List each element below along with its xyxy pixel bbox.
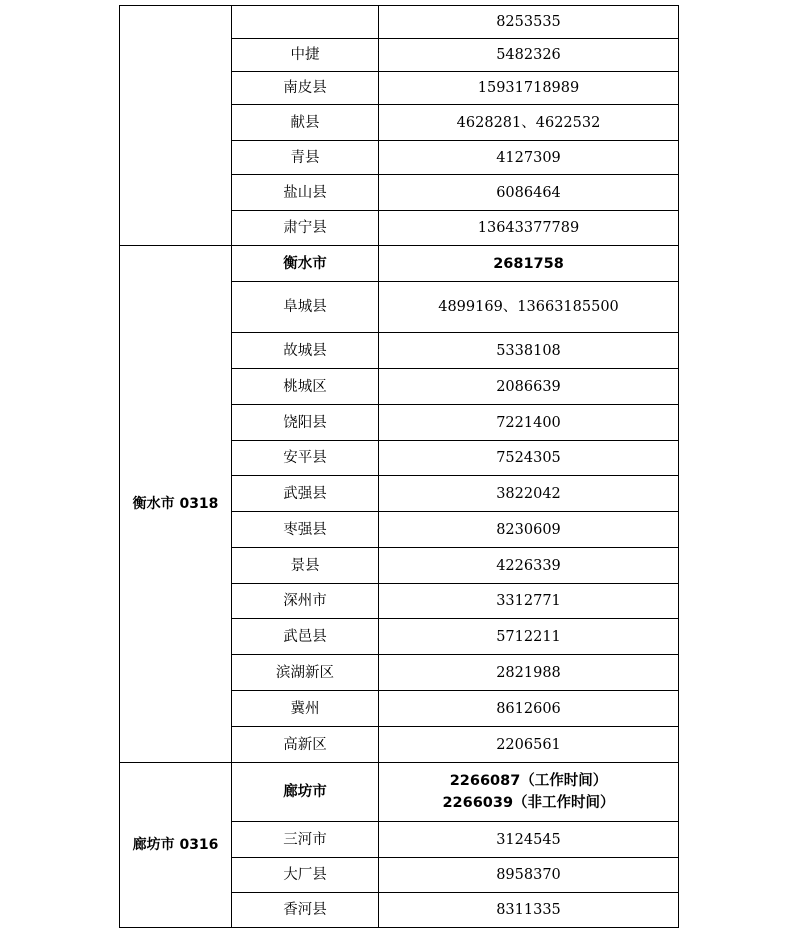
phone-cell: 3312771	[379, 584, 679, 619]
district-cell: 桃城区	[232, 369, 379, 405]
phone-cell	[379, 763, 679, 822]
district-cell: 饶阳县	[232, 405, 379, 441]
phone-cell: 8612606	[379, 691, 679, 727]
district-cell	[232, 6, 379, 39]
district-cell: 盐山县	[232, 175, 379, 211]
district-cell: 中捷	[232, 39, 379, 72]
district-cell: 滨湖新区	[232, 655, 379, 691]
phone-cell: 2821988	[379, 655, 679, 691]
district-cell: 安平县	[232, 441, 379, 476]
phone-cell: 4628281、4622532	[379, 105, 679, 141]
phone-cell: 8311335	[379, 893, 679, 928]
phone-cell: 15931718989	[379, 72, 679, 105]
phone-cell: 2086639	[379, 369, 679, 405]
phone-cell: 2206561	[379, 727, 679, 763]
table-row	[120, 246, 679, 282]
city-cell	[120, 6, 232, 246]
phone-cell: 4127309	[379, 141, 679, 175]
phone-cell: 7524305	[379, 441, 679, 476]
district-cell: 故城县	[232, 333, 379, 369]
district-cell: 三河市	[232, 822, 379, 858]
phone-line-work-hours: 2266087（工作时间）	[449, 773, 608, 789]
phone-cell: 5338108	[379, 333, 679, 369]
phone-cell: 7221400	[379, 405, 679, 441]
table-row	[120, 763, 679, 822]
phone-cell: 2681758	[379, 246, 679, 282]
district-cell: 深州市	[232, 584, 379, 619]
city-cell: 廊坊市 0316	[120, 763, 232, 928]
district-cell: 武邑县	[232, 619, 379, 655]
phone-cell: 5712211	[379, 619, 679, 655]
district-cell: 香河县	[232, 893, 379, 928]
district-cell: 枣强县	[232, 512, 379, 548]
district-cell: 青县	[232, 141, 379, 175]
phone-directory-table	[119, 5, 679, 928]
district-cell: 冀州	[232, 691, 379, 727]
phone-cell: 3822042	[379, 476, 679, 512]
phone-cell: 8958370	[379, 858, 679, 893]
district-cell: 大厂县	[232, 858, 379, 893]
table-row	[120, 6, 679, 39]
district-cell: 高新区	[232, 727, 379, 763]
phone-cell: 3124545	[379, 822, 679, 858]
district-cell: 南皮县	[232, 72, 379, 105]
phone-line-off-hours: 2266039（非工作时间）	[442, 795, 615, 811]
phone-cell: 4226339	[379, 548, 679, 584]
district-cell: 献县	[232, 105, 379, 141]
district-cell: 景县	[232, 548, 379, 584]
phone-cell: 8253535	[379, 6, 679, 39]
district-cell: 衡水市	[232, 246, 379, 282]
phone-cell: 8230609	[379, 512, 679, 548]
phone-cell: 5482326	[379, 39, 679, 72]
district-cell: 阜城县	[232, 282, 379, 333]
phone-cell: 13643377789	[379, 211, 679, 246]
phone-cell: 4899169、13663185500	[379, 282, 679, 333]
city-cell: 衡水市 0318	[120, 246, 232, 763]
phone-cell: 6086464	[379, 175, 679, 211]
district-cell: 肃宁县	[232, 211, 379, 246]
district-cell: 廊坊市	[232, 763, 379, 822]
district-cell: 武强县	[232, 476, 379, 512]
